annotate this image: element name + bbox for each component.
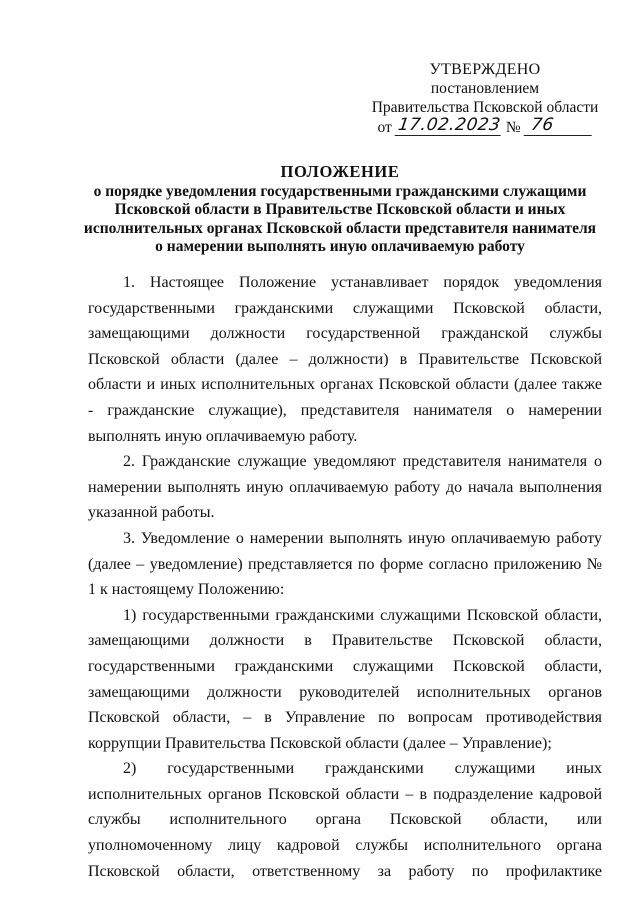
approved-by-resolution: постановлением [430,80,540,97]
document-title: ПОЛОЖЕНИЕ [280,162,400,181]
handwritten-date: 17.02.2023 [394,116,503,136]
paragraph-3-item-1: 1) государственными гражданскими служащими Псковской области, замещающими должности в Правительстве Псковской области, государственными гражданскими служащими Псковской области, замещающими должности руководителей исполнительных органов Псковской области, – в Управление по вопросам противодействия коррупции Правительства Псковской области (далее – Управление); [88,606,602,752]
document-title-block [70,163,610,257]
approved-heading: УТВЕРЖДЕНО [429,61,541,78]
paragraph-1: 1. Настоящее Положение устанавливает порядок уведомления государственными гражданскими служащими Псковской области, замещающими должности государственной гражданской службы Псковской области (далее – должности) в Правительстве Псковской области и иных исполнительных органах Псковской области (далее также - гражданские служащие), представителя нанимателя о намерении выполнять иную оплачиваемую работу. [88,274,602,445]
paragraph-2: 2. Гражданские служащие уведомляют представителя нанимателя о намерении выполнять иную оплачиваемую работу до начала выполнения указанной работы. [88,453,602,522]
document-subtitle-line: Псковской области в Правительстве Псковской области и иных [114,201,566,218]
number-sign: № [505,119,521,136]
document-body [88,270,602,884]
document-subtitle-line: о намерении выполнять иную оплачиваемую работу [155,238,525,255]
paragraph-3-item-2: 2) государственными гражданскими служащими иных исполнительных органов Псковской области – в подразделение кадровой службы исполнительного органа Псковской области, или уполномоченному лицу кадровой службы исполнительного органа Псковской области, ответственному за работу по профилактике [88,760,602,880]
document-subtitle-line: о порядке уведомления государственными гражданскими служащими [93,182,587,200]
resolution-date-number-line [360,115,610,138]
handwritten-number: 76 [523,116,594,136]
document-subtitle-line: исполнительных органах Псковской области представителя нанимателя [83,219,597,237]
from-prefix: от [377,119,392,136]
paragraph-3: 3. Уведомление о намерении выполнять иную оплачиваемую работу (далее – уведомление) представляется по форме согласно приложению № 1 к настоящему Положению: [88,529,602,599]
approval-stamp-block [360,60,610,138]
approved-government: Правительства Псковской области [371,99,599,116]
